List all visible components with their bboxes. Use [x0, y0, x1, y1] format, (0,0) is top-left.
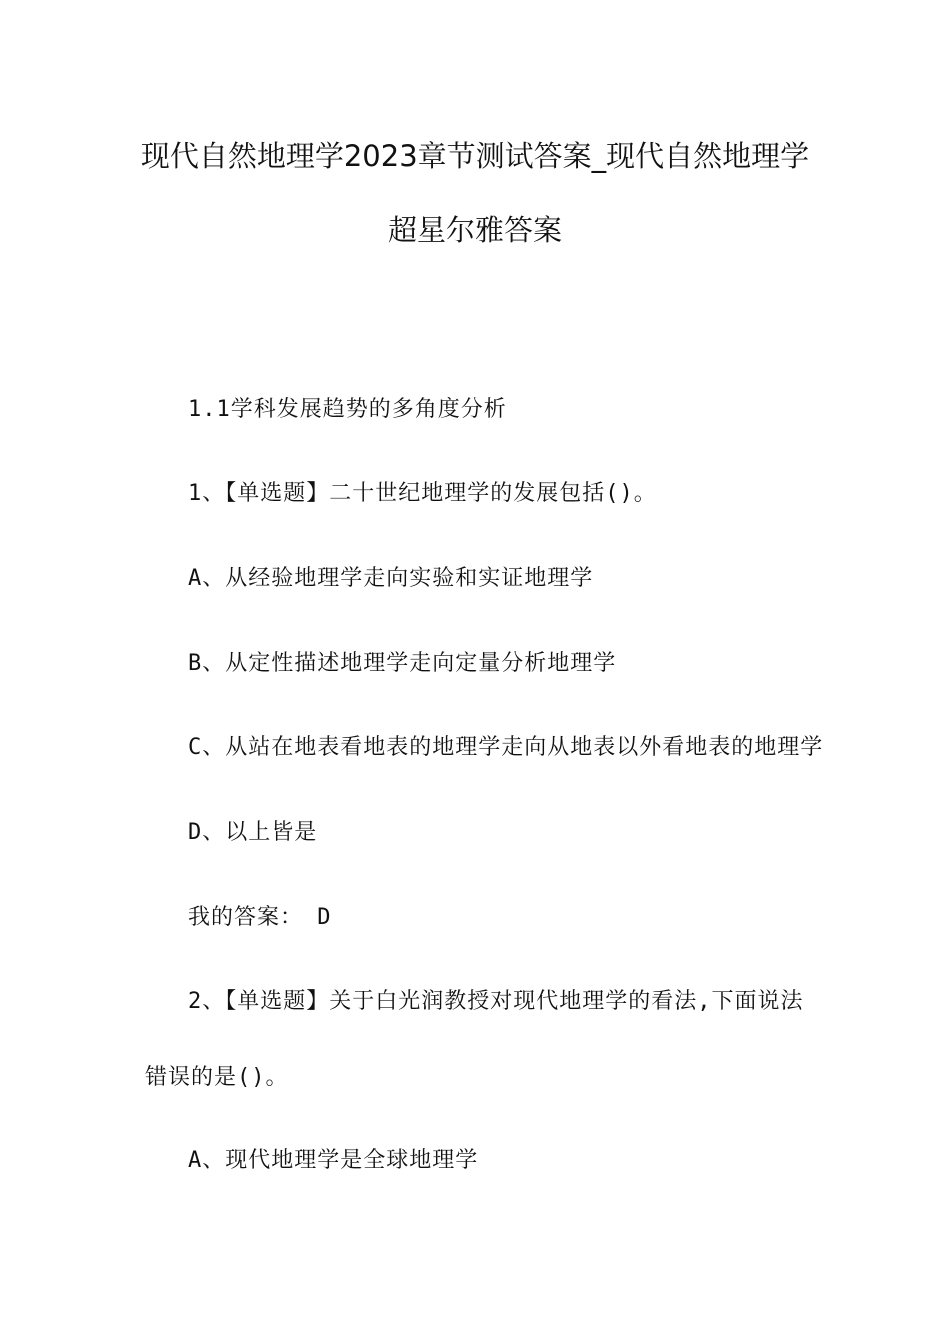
document-title-line-2: 超星尔雅答案 — [387, 213, 562, 247]
question-1-option-b: B、从定性描述地理学走向定量分析地理学 — [188, 651, 617, 676]
section-heading: 1.1学科发展趋势的多角度分析 — [188, 397, 507, 422]
question-1-option-a: A、从经验地理学走向实验和实证地理学 — [188, 566, 594, 591]
question-1-answer: 我的答案： D — [188, 905, 332, 930]
document-title-line-1: 现代自然地理学2023章节测试答案_现代自然地理学 — [140, 139, 810, 173]
question-1-stem: 1、【单选题】二十世纪地理学的发展包括()。 — [188, 481, 657, 506]
question-2-option-a: A、现代地理学是全球地理学 — [188, 1148, 479, 1173]
question-1-option-c: C、从站在地表看地表的地理学走向从地表以外看地表的地理学 — [188, 735, 824, 760]
question-2-stem-line-2: 错误的是()。 — [145, 1065, 289, 1090]
question-2-stem-line-1: 2、【单选题】关于白光润教授对现代地理学的看法,下面说法 — [188, 989, 804, 1014]
question-1-option-d: D、以上皆是 — [188, 820, 318, 845]
